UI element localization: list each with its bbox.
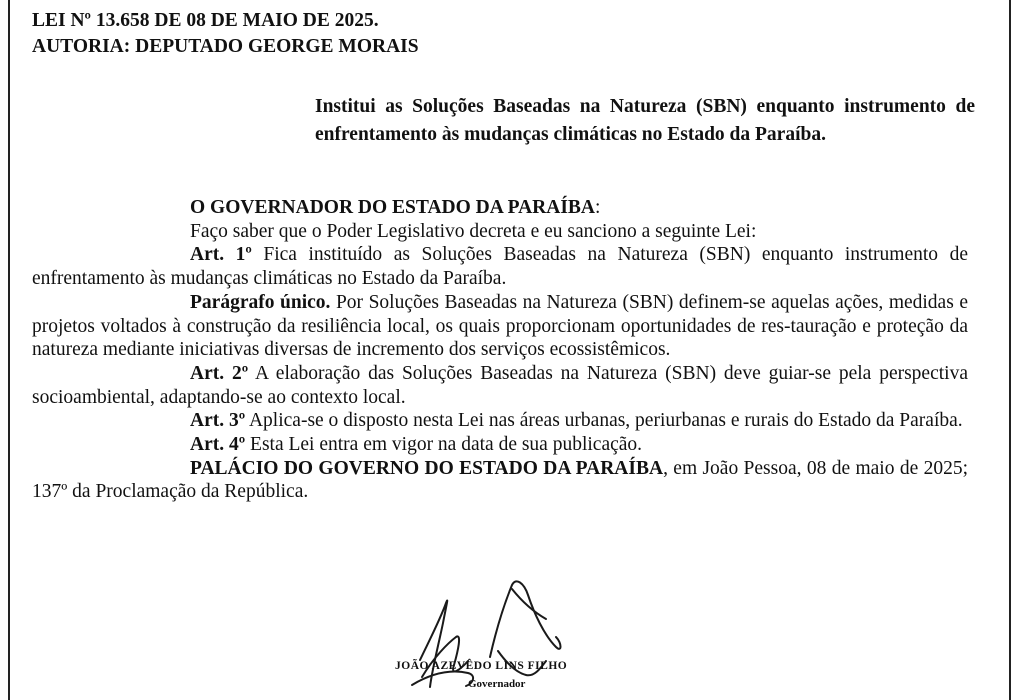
law-ementa: Institui as Soluções Baseadas na Natureza (SBN) enquanto instrumento de enfrentamento às mudanças climáticas no Estado da Paraíba.: [315, 96, 975, 145]
article-3: [32, 409, 968, 433]
sole-paragraph-text: Por Soluções Baseadas na Natureza (SBN) definem-se aquelas ações, medidas e projetos voltados à construção da resiliência local, os quais proporcionam oportunidades de res-tauração e proteção da natureza mediante iniciativas diversas de incremento dos serviços ecossistêmicos.: [32, 291, 968, 361]
preamble: Faço saber que o Poder Legislativo decreta e eu sanciono a seguinte Lei:: [190, 220, 757, 242]
article-4: [32, 433, 968, 457]
signatory-role: Governador: [468, 678, 526, 690]
article-2: [32, 362, 968, 409]
law-body: [32, 196, 968, 504]
sole-paragraph-label: Parágrafo único.: [190, 291, 331, 313]
governor-colon: :: [595, 197, 601, 218]
article-2-text: A elaboração das Soluções Baseadas na Natureza (SBN) deve guiar-se pela perspectiva socioambiental, adaptando-se ao contexto local.: [32, 362, 968, 408]
signatory-name: JOÃO AZEVÊDO LINS FILHO: [395, 660, 568, 672]
law-header: [32, 8, 419, 60]
article-3-text: Aplica-se o disposto nesta Lei nas áreas urbanas, periurbanas e rurais do Estado da Paraíba.: [245, 410, 963, 432]
article-4-label: Art. 4º: [190, 434, 246, 456]
law-title: LEI Nº 13.658 DE 08 DE MAIO DE 2025.: [32, 10, 379, 31]
sole-paragraph: [32, 291, 968, 362]
law-authorship: AUTORIA: DEPUTADO GEORGE MORAIS: [32, 36, 419, 57]
page-border-right: [1009, 0, 1011, 700]
article-2-label: Art. 2º: [190, 362, 249, 384]
article-1: [32, 243, 968, 290]
governor-heading: O GOVERNADOR DO ESTADO DA PARAÍBA: [190, 197, 596, 218]
article-3-label: Art. 3º: [190, 410, 246, 432]
page-border-left: [8, 0, 10, 700]
palace-label: PALÁCIO DO GOVERNO DO ESTADO DA PARAÍBA: [190, 457, 664, 479]
palace-closing: [32, 457, 968, 504]
article-1-label: Art. 1º: [190, 244, 252, 266]
palace-text: , em João Pessoa, 08 de maio de 2025; 137º da Proclamação da República.: [32, 457, 968, 503]
governor-heading-line: [32, 196, 968, 220]
article-4-text: Esta Lei entra em vigor na data de sua publicação.: [245, 434, 643, 456]
article-1-text: Fica instituído as Soluções Baseadas na Natureza (SBN) enquanto instrumento de enfrentamento às mudanças climáticas no Estado da Paraíba.: [32, 244, 968, 290]
